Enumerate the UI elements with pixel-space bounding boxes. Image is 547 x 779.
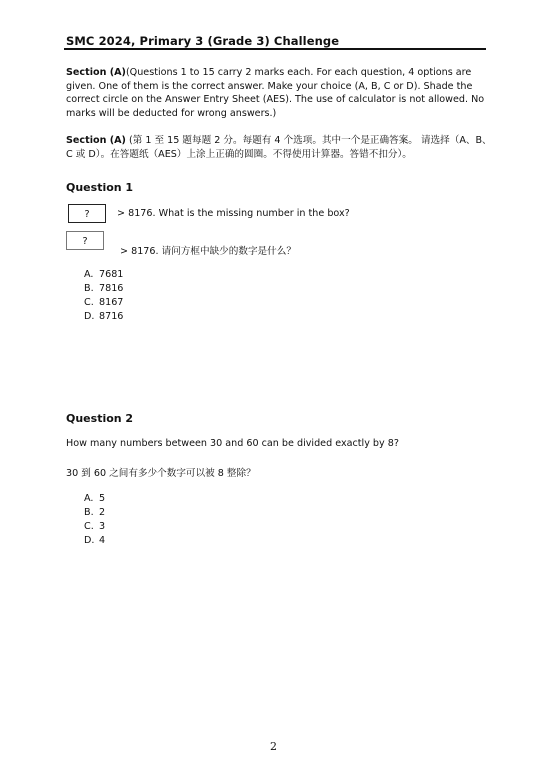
- question-2-stem-zh: 30 到 60 之间有多少个数字可以被 8 整除？: [66, 468, 256, 479]
- option-value: 7816: [99, 283, 124, 294]
- option-letter: C.: [84, 521, 94, 532]
- section-instructions-en: [66, 66, 492, 120]
- option-b: [84, 282, 123, 296]
- option-c: [84, 296, 123, 310]
- question-2-stem-en: How many numbers between 30 and 60 can be divided exactly by 8?: [66, 438, 399, 449]
- option-value: 8167: [99, 297, 124, 308]
- question-2-heading: Question 2: [66, 412, 134, 425]
- option-letter: C.: [84, 297, 94, 308]
- missing-number-box: ?: [68, 204, 106, 223]
- option-letter: B.: [84, 283, 94, 294]
- option-value: 3: [99, 521, 106, 532]
- option-a: [84, 268, 123, 282]
- page-header-title: SMC 2024, Primary 3 (Grade 3) Challenge: [66, 34, 340, 48]
- section-label: Section (A): [66, 67, 126, 78]
- option-c: [84, 520, 105, 534]
- option-letter: A.: [84, 269, 94, 280]
- option-a: [84, 492, 105, 506]
- question-1-heading: Question 1: [66, 181, 134, 194]
- option-value: 8716: [99, 311, 124, 322]
- option-letter: D.: [84, 311, 95, 322]
- question-1-options: [84, 268, 123, 324]
- option-b: [84, 506, 105, 520]
- option-letter: D.: [84, 535, 95, 546]
- option-value: 2: [99, 507, 106, 518]
- option-d: [84, 310, 123, 324]
- section-instructions-text-en: (Questions 1 to 15 carry 2 marks each. For each question, 4 options are given. One of them is the correct answer. Make your choice (A, B, C or D). Shade the correct circle on the Answer Entry Sheet (AES). The use of calculator is not allowed. No marks will be deducted for wrong answers.): [66, 67, 485, 119]
- section-instructions-zh: [66, 134, 492, 161]
- section-label-zh: Section (A): [66, 135, 126, 146]
- question-1-stem-zh: > 8176. 请问方框中缺少的数字是什么？: [120, 246, 296, 257]
- section-instructions-text-zh: (第 1 至 15 题每题 2 分。每题有 4 个选项。其中一个是正确答案。 请选择（A、B、C 或 D）。在答题纸（AES）上涂上正确的圆圈。不得使用计算器。答错不扣分）。: [66, 135, 492, 160]
- missing-number-box-zh: ?: [66, 231, 104, 250]
- option-value: 7681: [99, 269, 124, 280]
- option-letter: B.: [84, 507, 94, 518]
- question-1-stem-en: > 8176. What is the missing number in the box?: [117, 208, 350, 219]
- option-value: 4: [99, 535, 106, 546]
- header-divider: [64, 48, 486, 50]
- option-d: [84, 534, 105, 548]
- page-number: 2: [270, 740, 277, 753]
- option-value: 5: [99, 493, 106, 504]
- question-2-options: [84, 492, 105, 548]
- option-letter: A.: [84, 493, 94, 504]
